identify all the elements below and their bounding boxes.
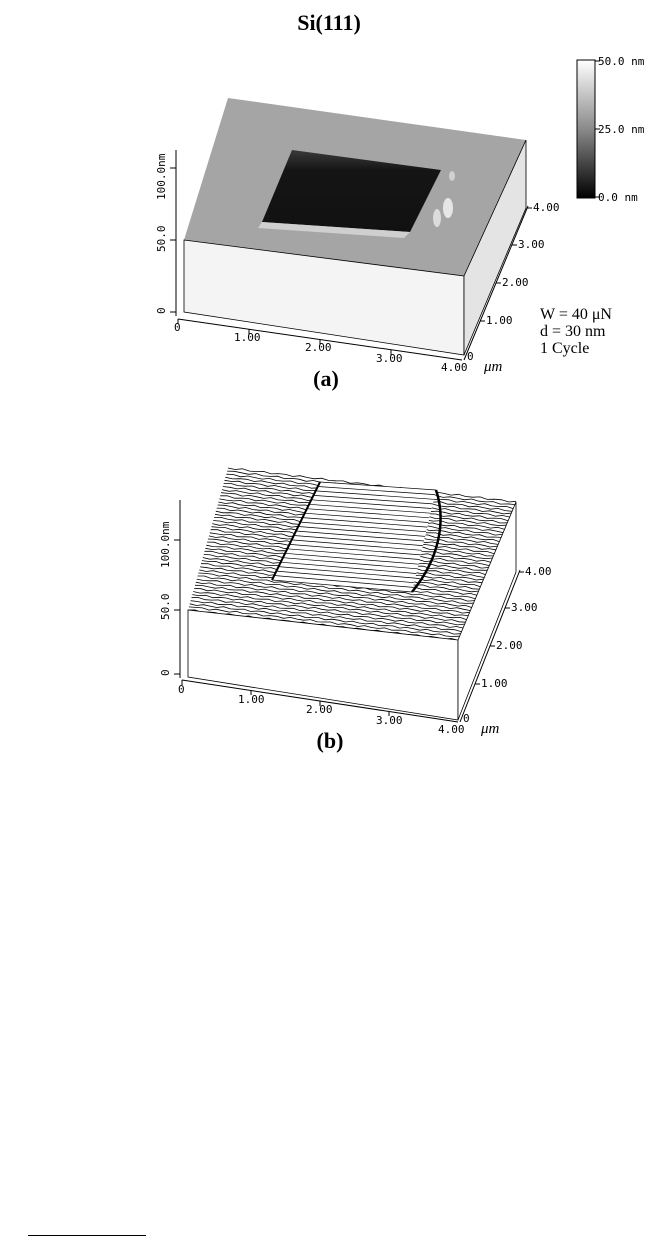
debris-1 bbox=[443, 198, 453, 218]
caption-b: (b) bbox=[316, 728, 344, 753]
x-tick-a-4: 4.00 bbox=[441, 361, 468, 374]
colorbar-tick-min: 0.0 nm bbox=[598, 191, 638, 204]
param-load: W = 40 μN bbox=[540, 306, 612, 323]
imaging-parameters bbox=[540, 306, 612, 357]
y-tick-a-1: 1.00 bbox=[486, 314, 513, 327]
y-tick-b-2: 2.00 bbox=[496, 639, 523, 652]
footnote-rule bbox=[28, 1235, 146, 1236]
caption-a: (a) bbox=[313, 366, 339, 391]
figure-title: Si(111) bbox=[297, 10, 361, 35]
colorbar-tick-max: 50.0 nm bbox=[598, 55, 645, 68]
colorbar-tick-mid: 25.0 nm bbox=[598, 123, 645, 136]
unit-label-a: μm bbox=[484, 359, 503, 375]
x-tick-b-2: 2.00 bbox=[306, 703, 333, 716]
y-tick-a-3: 3.00 bbox=[518, 238, 545, 251]
y-tick-b-3: 3.00 bbox=[511, 601, 538, 614]
z-tick-a-2: 100.0nm bbox=[155, 153, 168, 200]
y-tick-a-4: 4.00 bbox=[533, 201, 560, 214]
colorbar bbox=[577, 60, 595, 198]
param-cycles: 1 Cycle bbox=[540, 340, 590, 357]
unit-label-b: μm bbox=[481, 721, 500, 737]
debris-2 bbox=[433, 209, 441, 227]
z-tick-b-2: 100.0nm bbox=[159, 521, 172, 568]
afm-3d-image-b bbox=[0, 440, 658, 760]
x-tick-b-3: 3.00 bbox=[376, 714, 403, 727]
debris-3 bbox=[449, 171, 455, 181]
x-tick-a-3: 3.00 bbox=[376, 352, 403, 365]
z-tick-a-1: 50.0 bbox=[155, 225, 168, 252]
x-tick-a-0: 0 bbox=[174, 321, 181, 334]
z-tick-a-0: 0 bbox=[155, 307, 168, 314]
y-tick-b-1: 1.00 bbox=[481, 677, 508, 690]
z-tick-b-0: 0 bbox=[159, 669, 172, 676]
y-tick-a-2: 2.00 bbox=[502, 276, 529, 289]
x-tick-b-0: 0 bbox=[178, 683, 185, 696]
y-tick-a-0: 0 bbox=[467, 350, 474, 363]
x-tick-a-2: 2.00 bbox=[305, 341, 332, 354]
y-tick-b-4: 4.00 bbox=[525, 565, 552, 578]
x-tick-a-1: 1.00 bbox=[234, 331, 261, 344]
x-tick-b-4: 4.00 bbox=[438, 723, 465, 736]
z-tick-b-1: 50.0 bbox=[159, 593, 172, 620]
x-tick-b-1: 1.00 bbox=[238, 693, 265, 706]
param-depth: d = 30 nm bbox=[540, 323, 606, 340]
y-tick-b-0: 0 bbox=[463, 712, 470, 725]
